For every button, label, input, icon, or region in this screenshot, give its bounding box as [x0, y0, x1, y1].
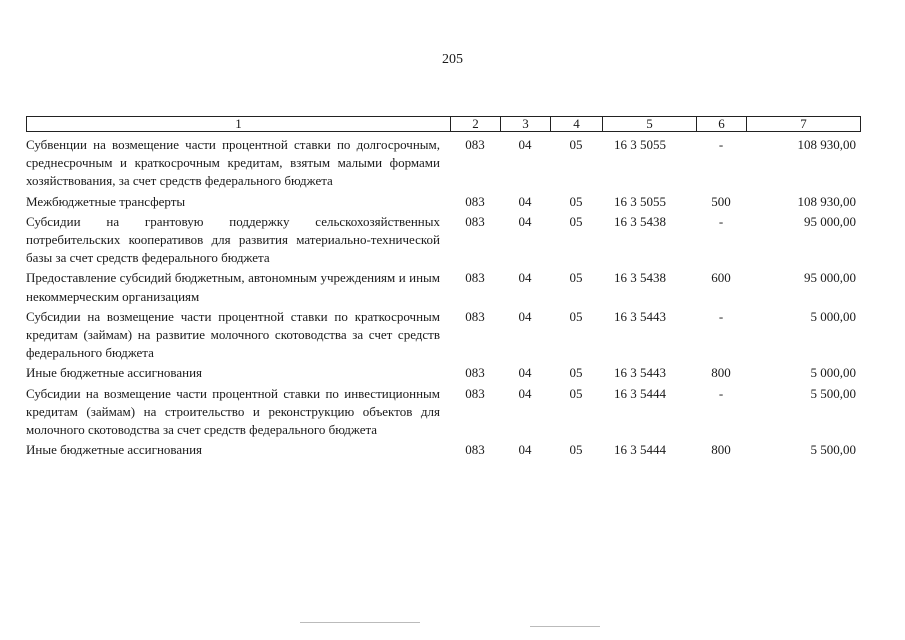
scan-artifact-line	[530, 626, 600, 627]
row-ministry-code: 083	[465, 270, 485, 286]
row-description: Иные бюджетные ассигнования	[26, 442, 203, 458]
row-subsection-code: 05	[569, 193, 583, 209]
column-header-6: 6	[697, 117, 747, 132]
row-target-code: 16 3 5438	[614, 270, 666, 286]
table-row	[26, 193, 860, 213]
page-number: 205	[442, 52, 463, 67]
row-expense-type: -	[718, 137, 724, 152]
row-expense-type: -	[718, 308, 724, 324]
row-description: Иные бюджетные ассигнования	[26, 365, 203, 381]
row-subsection-code: 05	[569, 270, 583, 286]
row-amount: 5 500,00	[810, 442, 856, 458]
row-expense-type: 800	[711, 365, 731, 381]
row-subsection-code: 05	[569, 137, 583, 152]
row-ministry-code: 083	[465, 137, 485, 152]
row-ministry-code: 083	[465, 442, 485, 458]
row-description: Субвенции на возмещение части процентной ставки по долгосрочным, среднесрочным и краткосрочным кредитам, взятым малыми формами хозяйствования, за счет средств федерального бюджета	[26, 137, 440, 189]
row-target-code: 16 3 5443	[614, 308, 666, 324]
row-description: Предоставление субсидий бюджетным, автономным учреждениям и иным некоммерческим организациям	[26, 270, 440, 304]
row-subsection-code: 05	[569, 385, 583, 401]
table-row	[26, 441, 860, 461]
row-section-code: 04	[518, 308, 532, 324]
row-amount: 95 000,00	[804, 213, 856, 229]
row-amount: 5 000,00	[810, 365, 856, 381]
table-row	[26, 385, 860, 442]
row-ministry-code: 083	[465, 193, 485, 209]
row-description: Субсидии на возмещение части процентной ставки по краткосрочным кредитам (займам) на развитие молочного скотоводства за счет средств федерального бюджета	[26, 308, 440, 361]
row-section-code: 04	[518, 442, 532, 458]
row-description: Субсидии на возмещение части процентной ставки по инвестиционным кредитам (займам) на строительство и реконструкцию объектов для молочного скотоводства за счет средств федерального бюджета	[26, 385, 440, 438]
row-expense-type: -	[718, 385, 724, 401]
table-row	[26, 308, 860, 365]
table-row	[26, 213, 860, 270]
column-header-3: 3	[501, 117, 551, 132]
row-amount: 95 000,00	[804, 270, 856, 286]
column-header-4: 4	[551, 117, 603, 132]
row-section-code: 04	[518, 385, 532, 401]
row-section-code: 04	[518, 213, 532, 229]
row-description: Субсидии на грантовую поддержку сельскохозяйственных потребительских кооперативов для развития материально-технической базы за счет средств федерального бюджета	[26, 213, 440, 266]
row-target-code: 16 3 5438	[614, 213, 666, 229]
column-header-5: 5	[603, 117, 697, 132]
row-subsection-code: 05	[569, 442, 583, 458]
row-description: Межбюджетные трансферты	[26, 193, 186, 209]
row-ministry-code: 083	[465, 385, 485, 401]
row-subsection-code: 05	[569, 308, 583, 324]
scan-artifact-line	[300, 622, 420, 623]
row-amount: 108 930,00	[797, 137, 856, 152]
row-section-code: 04	[518, 193, 532, 209]
budget-table	[26, 136, 860, 461]
row-expense-type: -	[718, 213, 724, 229]
table-row	[26, 364, 860, 384]
row-target-code: 16 3 5444	[614, 442, 666, 458]
row-ministry-code: 083	[465, 308, 485, 324]
row-section-code: 04	[518, 365, 532, 381]
row-target-code: 16 3 5055	[614, 137, 666, 152]
column-header-row	[27, 117, 861, 132]
row-amount: 5 000,00	[810, 308, 856, 324]
column-header-2: 2	[451, 117, 501, 132]
row-target-code: 16 3 5444	[614, 385, 666, 401]
column-header-1: 1	[27, 117, 451, 132]
row-amount: 108 930,00	[797, 193, 856, 209]
row-subsection-code: 05	[569, 213, 583, 229]
row-amount: 5 500,00	[810, 385, 856, 401]
row-subsection-code: 05	[569, 365, 583, 381]
row-target-code: 16 3 5055	[614, 193, 666, 209]
row-ministry-code: 083	[465, 213, 485, 229]
row-ministry-code: 083	[465, 365, 485, 381]
row-expense-type: 800	[711, 442, 731, 458]
row-expense-type: 600	[711, 270, 731, 286]
row-section-code: 04	[518, 137, 532, 152]
row-section-code: 04	[518, 270, 532, 286]
row-expense-type: 500	[711, 193, 731, 209]
column-header-7: 7	[747, 117, 861, 132]
row-target-code: 16 3 5443	[614, 365, 666, 381]
column-header-table	[26, 116, 861, 132]
table-row	[26, 269, 860, 307]
table-row	[26, 136, 860, 193]
